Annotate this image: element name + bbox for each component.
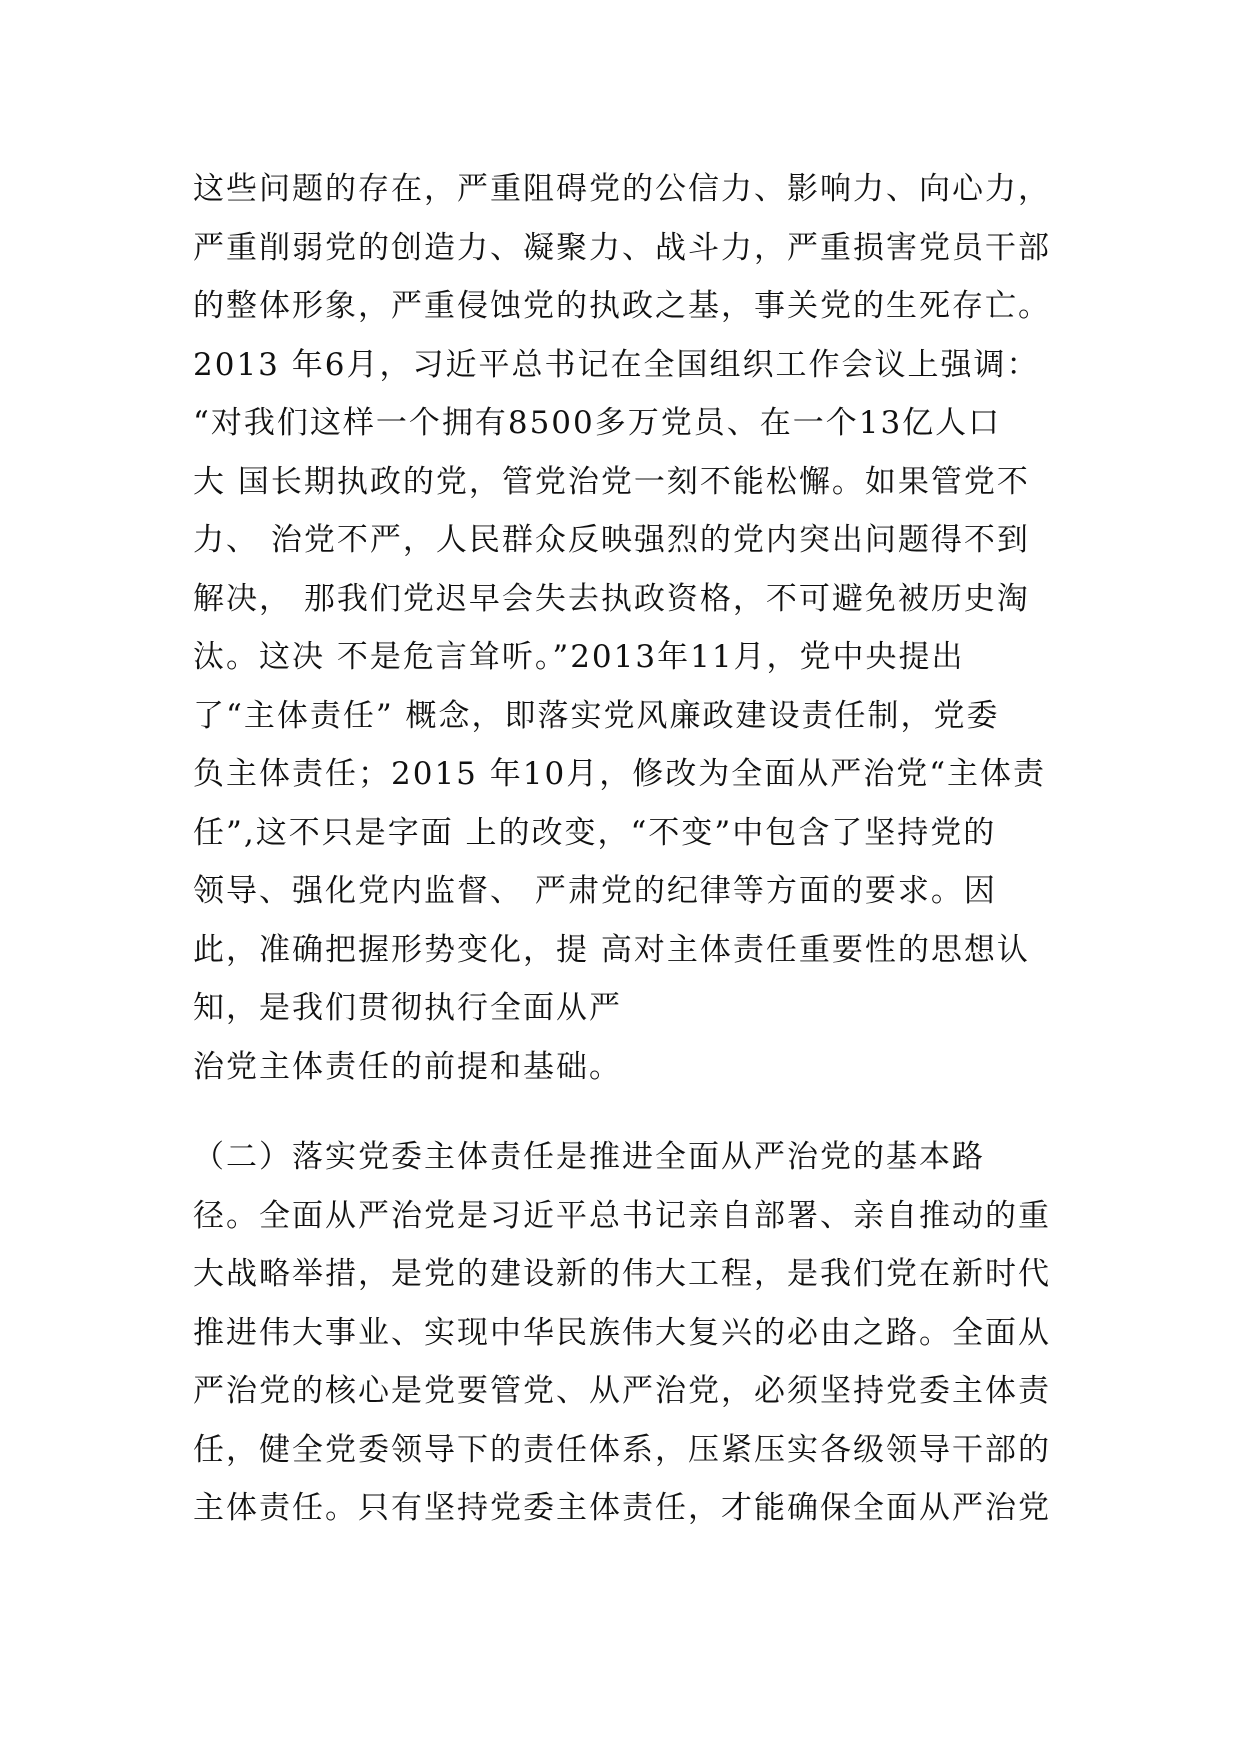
text-line: 此，准确把握形势变化，提 高对主体责任重要性的思想认 xyxy=(193,931,1030,968)
text-line: 推进伟大事业、实现中华民族伟大复兴的必由之路。全面从 xyxy=(193,1314,1051,1351)
text-line: 任，健全党委领导下的责任体系，压紧压实各级领导干部的 xyxy=(193,1431,1051,1468)
text-line: （二）落实党委主体责任是推进全面从严治党的基本路 xyxy=(193,1139,985,1175)
text-line: 主体责任。只有坚持党委主体责任，才能确保全面从严治党 xyxy=(193,1490,1051,1526)
text-line: 解决， 那我们党迟早会失去执政资格，不可避免被历史淘 xyxy=(193,580,1030,617)
text-line: 的整体形象，严重侵蚀党的执政之基，事关党的生死存亡。 xyxy=(193,288,1051,324)
text-line: 任”,这不只是字面 上的改变，“不变”中包含了坚持党的 xyxy=(193,814,997,851)
text-line: 力、 治党不严，人民群众反映强烈的党内突出问题得不到 xyxy=(193,522,1030,558)
paragraph-1 xyxy=(193,160,1073,1096)
text-line: 严重削弱党的创造力、凝聚力、战斗力，严重损害党员干部 xyxy=(193,229,1051,266)
text-line: 大 国长期执政的党，管党治党一刻不能松懈。如果管党不 xyxy=(193,463,1030,500)
text-line: 大战略举措，是党的建设新的伟大工程，是我们党在新时代 xyxy=(193,1256,1051,1292)
text-line: 2013 年6月，习近平总书记在全国组织工作会议上强调： xyxy=(193,346,1040,383)
paragraph-2 xyxy=(193,1128,1073,1538)
text-line: 治党主体责任的前提和基础。 xyxy=(193,1048,622,1085)
text-line: 了“主体责任” 概念，即落实党风廉政建设责任制，党委 xyxy=(193,697,1000,734)
text-line: 负主体责任；2015 年10月，修改为全面从严治党“主体责 xyxy=(193,756,1047,792)
paragraph-gap xyxy=(193,1096,1073,1128)
text-line: 知，是我们贯彻执行全面从严 xyxy=(193,990,622,1026)
text-line: 汰。这决 不是危言耸听。”2013年11月，党中央提出 xyxy=(193,639,965,675)
text-line: 这些问题的存在，严重阻碍党的公信力、影响力、向心力， xyxy=(193,171,1051,207)
document-body xyxy=(193,160,1073,1538)
text-line: 严治党的核心是党要管党、从严治党，必须坚持党委主体责 xyxy=(193,1373,1051,1409)
text-line: “对我们这样一个拥有8500多万党员、在一个13亿人口 xyxy=(193,405,1002,441)
text-line: 领导、强化党内监督、 严肃党的纪律等方面的要求。因 xyxy=(193,873,997,909)
text-line: 径。全面从严治党是习近平总书记亲自部署、亲自推动的重 xyxy=(193,1197,1051,1234)
